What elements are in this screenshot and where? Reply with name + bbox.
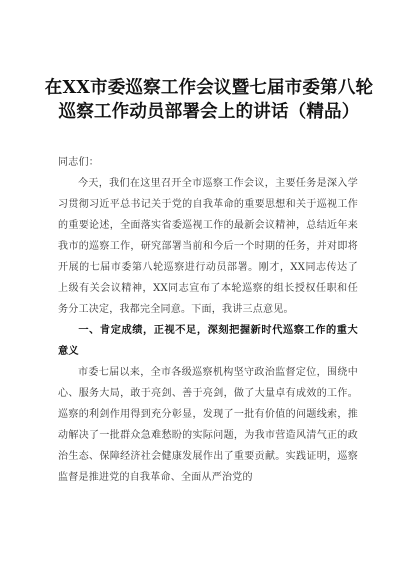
section-paragraph: 市委七届以来，全市各级巡察机构坚守政治监督定位，围绕中心、服务大局，敢于亮剑、善于亮剑，做了大量卓有成效的工作。巡察的利剑作用得到充分彰显，发现了一批有价值的问题线索，推动解决了一批群众急难愁盼的实际问题，为我市营造风清气正的政治生态、保障经济社会健康发展作出了重要贡献。实践证明，巡察监督是推进党的自我革命、全面从严治党的 (58, 367, 358, 483)
document-body (58, 152, 358, 488)
document-title: 在XX市委巡察工作会议暨七届市委第八轮巡察工作动员部署会上的讲话（精品） (44, 78, 374, 122)
intro-paragraph: 今天，我们在这里召开全市巡察工作会议，主要任务是深入学习贯彻习近平总书记关于党的自我革命的重要思想和关于巡视工作的重要论述，全面落实省委巡视工作的最新会议精神，总结近年来我市的巡察工作，研究部署当前和今后一个时期的任务，并对即将开展的七届市委第八轮巡察进行动员部署。刚才，XX同志传达了上级有关会议精神，XX同志宣布了本轮巡察的组长授权任职和任务分工决定，我都完全同意。下面，我讲三点意见。 (58, 178, 358, 315)
salutation: 同志们： (58, 157, 99, 168)
section-heading: 一、肯定成绩，正视不足，深刻把握新时代巡察工作的重大意义 (58, 325, 358, 357)
